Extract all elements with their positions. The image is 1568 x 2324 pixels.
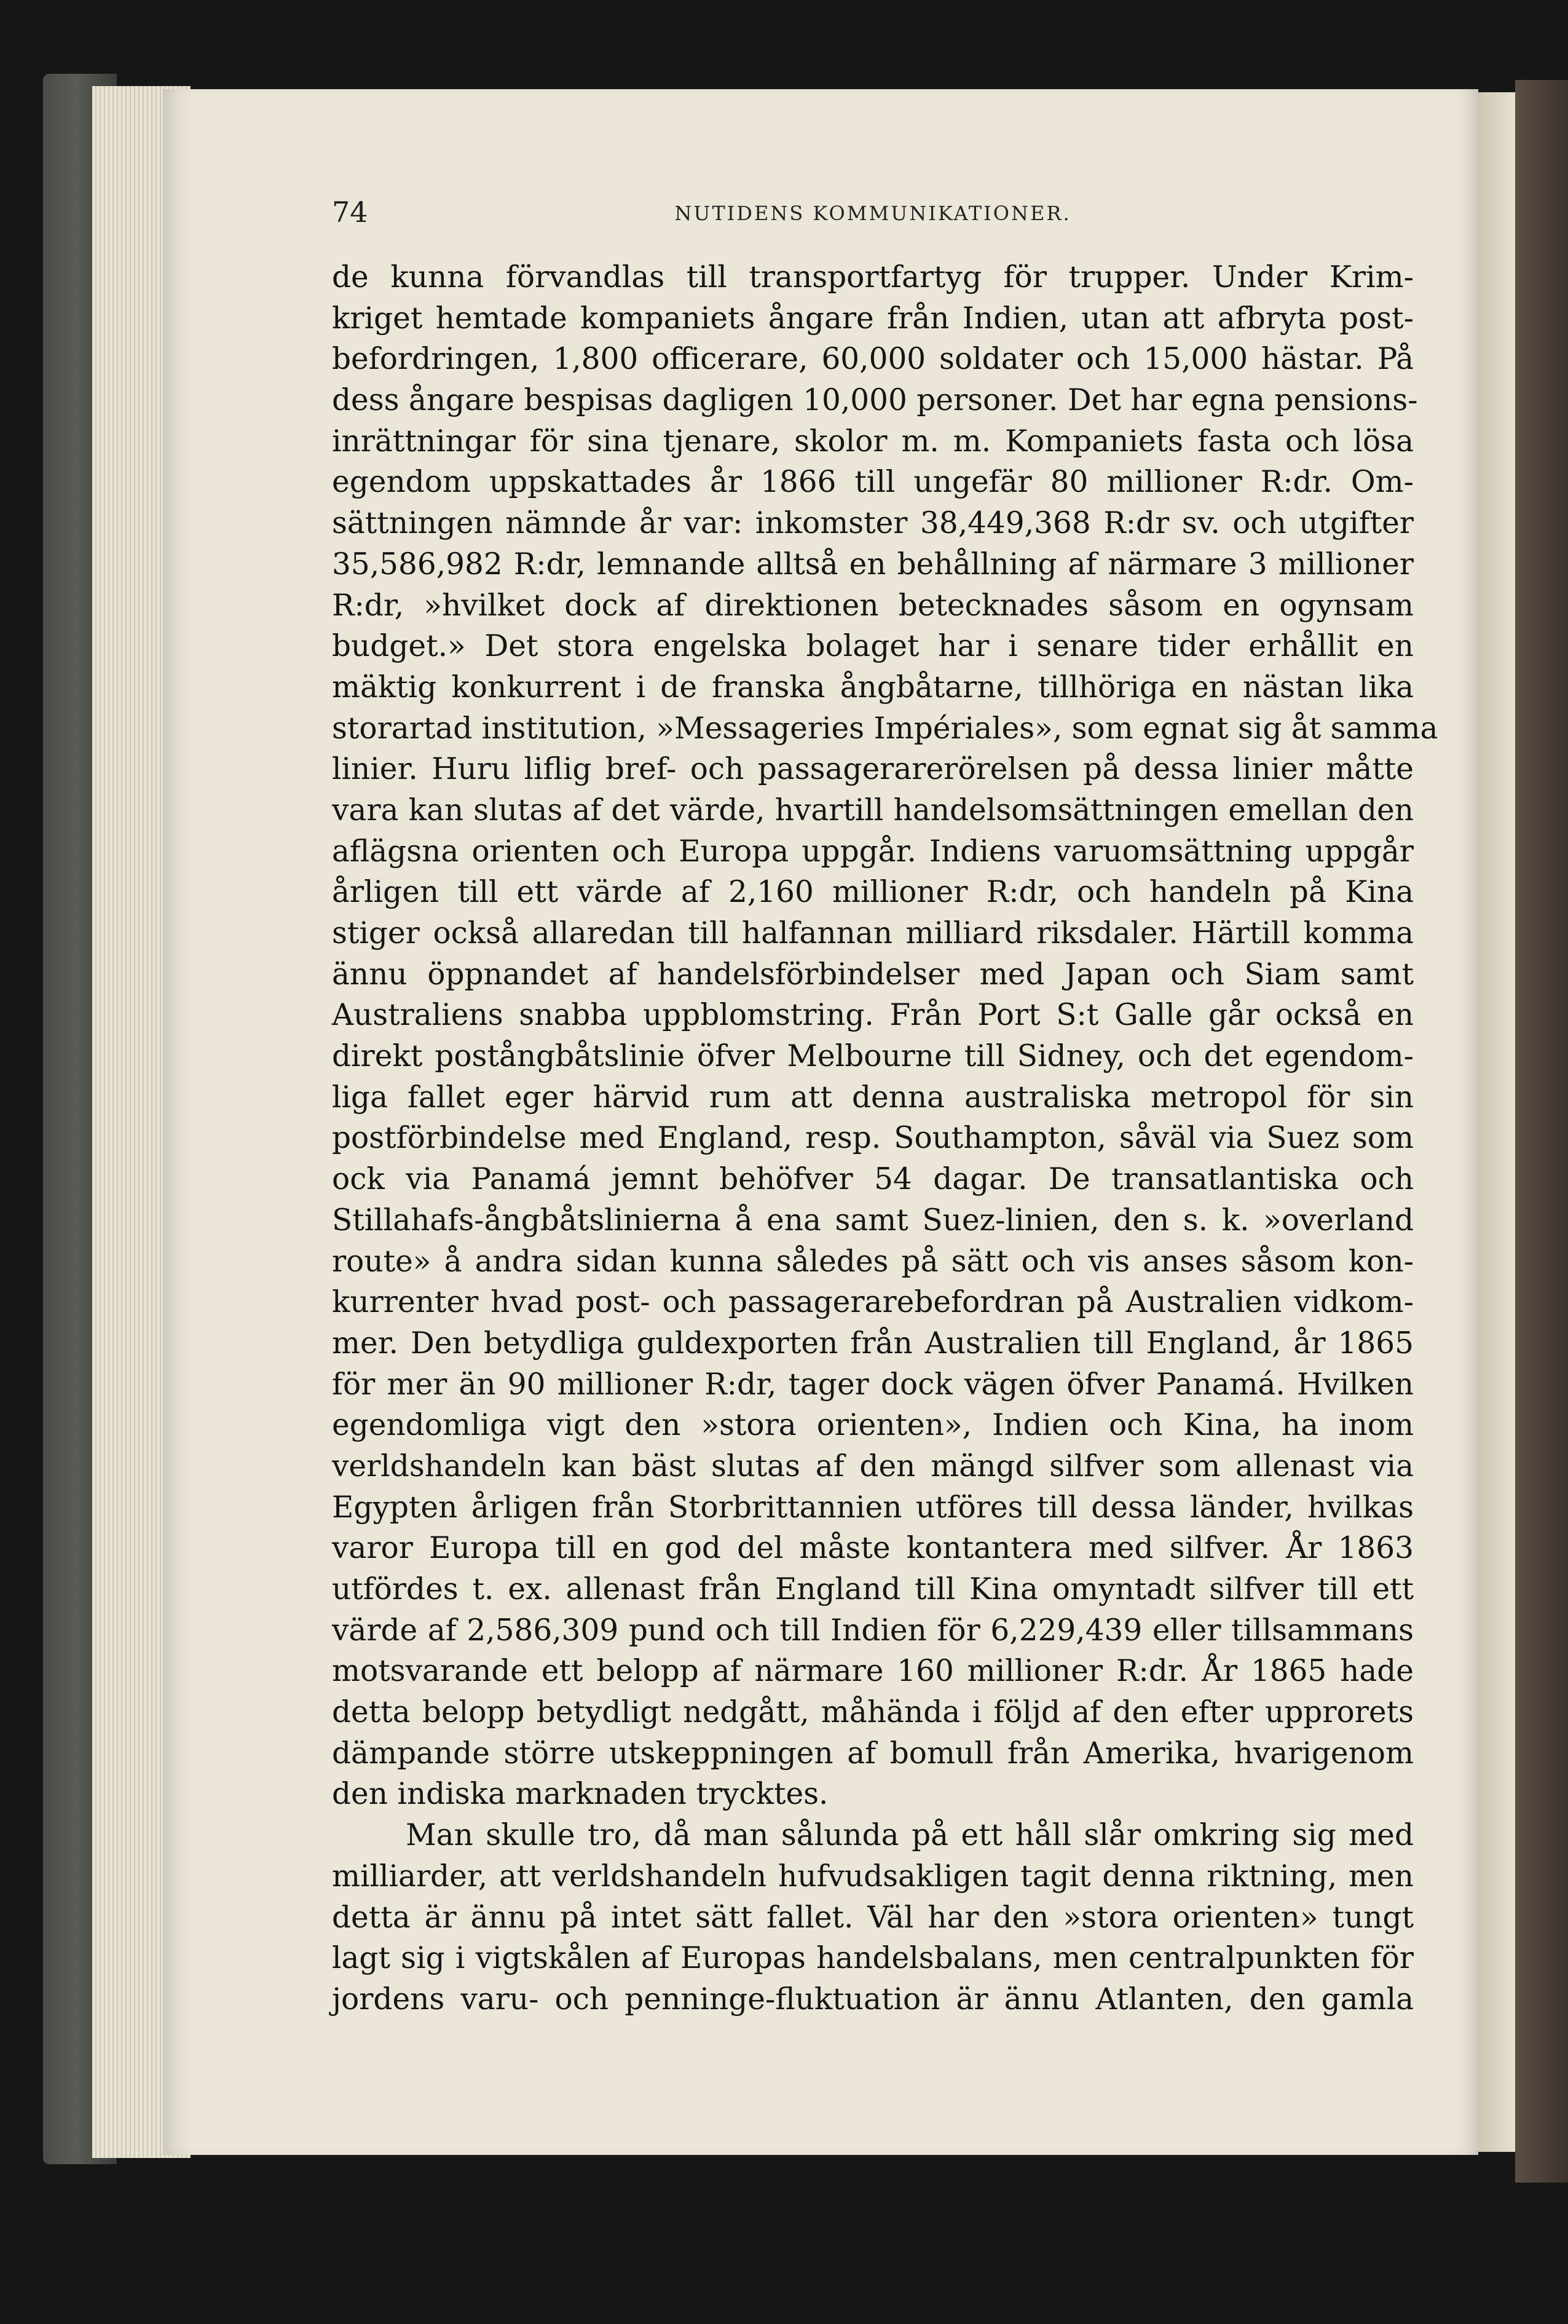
text-line: kriget hemtade kompaniets ångare från Indien, utan att afbryta post- (332, 301, 1414, 336)
text-line: värde af 2,586,309 pund och till Indien för 6,229,439 eller tillsammans (332, 1613, 1414, 1648)
text-line: kurrenter hvad post- och passagerarebefordran på Australien vidkom- (332, 1285, 1414, 1320)
text-line: den indiska marknaden trycktes. (332, 1777, 829, 1812)
text-line: ock via Panamá jemnt behöfver 54 dagar. De transatlantiska och (332, 1162, 1414, 1197)
text-line: dess ångare bespisas dagligen 10,000 personer. Det har egna pensions- (332, 383, 1418, 418)
text-line: liga fallet eger härvid rum att denna australiska metropol för sin (332, 1080, 1414, 1115)
text-line: befordringen, 1,800 officerare, 60,000 soldater och 15,000 hästar. På (332, 342, 1414, 377)
text-line: storartad institution, »Messageries Impériales», som egnat sig åt samma (332, 711, 1438, 746)
page-number: 74 (332, 196, 368, 229)
text-line: milliarder, att verldshandeln hufvudsakligen tagit denna riktning, men (332, 1859, 1414, 1894)
text-line: Australiens snabba uppblomstring. Från Port S:t Galle går också en (332, 998, 1414, 1033)
text-line: ännu öppnandet af handelsförbindelser med Japan och Siam samt (332, 957, 1414, 992)
text-line: linier. Huru liflig bref- och passagerarerörelsen på dessa linier måtte (332, 752, 1414, 787)
text-line: Egypten årligen från Storbrittannien utföres till dessa länder, hvilkas (332, 1490, 1414, 1525)
running-head: NUTIDENS KOMMUNIKATIONER. (674, 202, 1071, 225)
text-line: egendomliga vigt den »stora orienten», Indien och Kina, ha inom (332, 1408, 1414, 1443)
text-line: motsvarande ett belopp af närmare 160 millioner R:dr. År 1865 hade (332, 1654, 1414, 1689)
text-line: mäktig konkurrent i de franska ångbåtarne, tillhöriga en nästan lika (332, 670, 1414, 705)
text-line: direkt postångbåtslinie öfver Melbourne till Sidney, och det egendom- (332, 1039, 1414, 1074)
text-line: dämpande större utskeppningen af bomull från Amerika, hvarigenom (332, 1736, 1414, 1771)
text-line: Stillahafs-ångbåtslinierna å ena samt Suez-linien, den s. k. »overland (332, 1203, 1414, 1238)
text-line: sättningen nämnde år var: inkomster 38,449,368 R:dr sv. och utgifter (332, 506, 1414, 541)
text-line: inrättningar för sina tjenare, skolor m. m. Kompaniets fasta och lösa (332, 424, 1414, 459)
text-line: årligen till ett värde af 2,160 millioner R:dr, och handeln på Kina (332, 875, 1414, 910)
paragraph-start-line: Man skulle tro, då man sålunda på ett håll slår omkring sig med (406, 1818, 1414, 1853)
text-line: stiger också allaredan till halfannan milliard riksdaler. Härtill komma (332, 916, 1414, 951)
text-line: mer. Den betydliga guldexporten från Australien till England, år 1865 (332, 1326, 1414, 1361)
text-line: R:dr, »hvilket dock af direktionen betecknades såsom en ogynsam (332, 588, 1414, 623)
text-line: utfördes t. ex. allenast från England till Kina omyntadt silfver till ett (332, 1572, 1414, 1607)
text-line: för mer än 90 millioner R:dr, tager dock vägen öfver Panamá. Hvilken (332, 1367, 1414, 1402)
text-line: aflägsna orienten och Europa uppgår. Indiens varuomsättning uppgår (332, 834, 1414, 869)
text-line: jordens varu- och penninge-fluktuation är ännu Atlanten, den gamla (332, 1982, 1414, 2017)
text-line: budget.» Det stora engelska bolaget har i senare tider erhållit en (332, 629, 1414, 664)
text-line: 35,586,982 R:dr, lemnande alltså en behållning af närmare 3 millioner (332, 547, 1414, 582)
text-line: vara kan slutas af det värde, hvartill handelsomsättningen emellan den (332, 792, 1414, 828)
book-cover-right (1515, 80, 1568, 2183)
text-line: varor Europa till en god del måste kontantera med silfver. År 1863 (332, 1531, 1414, 1566)
text-line: detta är ännu på intet sätt fallet. Väl har den »stora orienten» tungt (332, 1900, 1414, 1935)
text-line: postförbindelse med England, resp. Southampton, såväl via Suez som (332, 1121, 1414, 1156)
body-text (332, 257, 1438, 2020)
text-line: de kunna förvandlas till transportfartyg för trupper. Under Krim- (332, 260, 1414, 294)
text-line: lagt sig i vigtskålen af Europas handelsbalans, men centralpunkten för (332, 1941, 1414, 1976)
text-line: detta belopp betydligt nedgått, måhända i följd af den efter upprorets (332, 1695, 1414, 1730)
text-line: egendom uppskattades år 1866 till ungefär 80 millioner R:dr. Om- (332, 465, 1414, 500)
page-header (332, 196, 1414, 232)
text-line: route» å andra sidan kunna således på sätt och vis anses såsom kon- (332, 1244, 1414, 1279)
text-line: verldshandeln kan bäst slutas af den mängd silfver som allenast via (332, 1449, 1414, 1484)
facing-page-edge (1478, 92, 1515, 2152)
